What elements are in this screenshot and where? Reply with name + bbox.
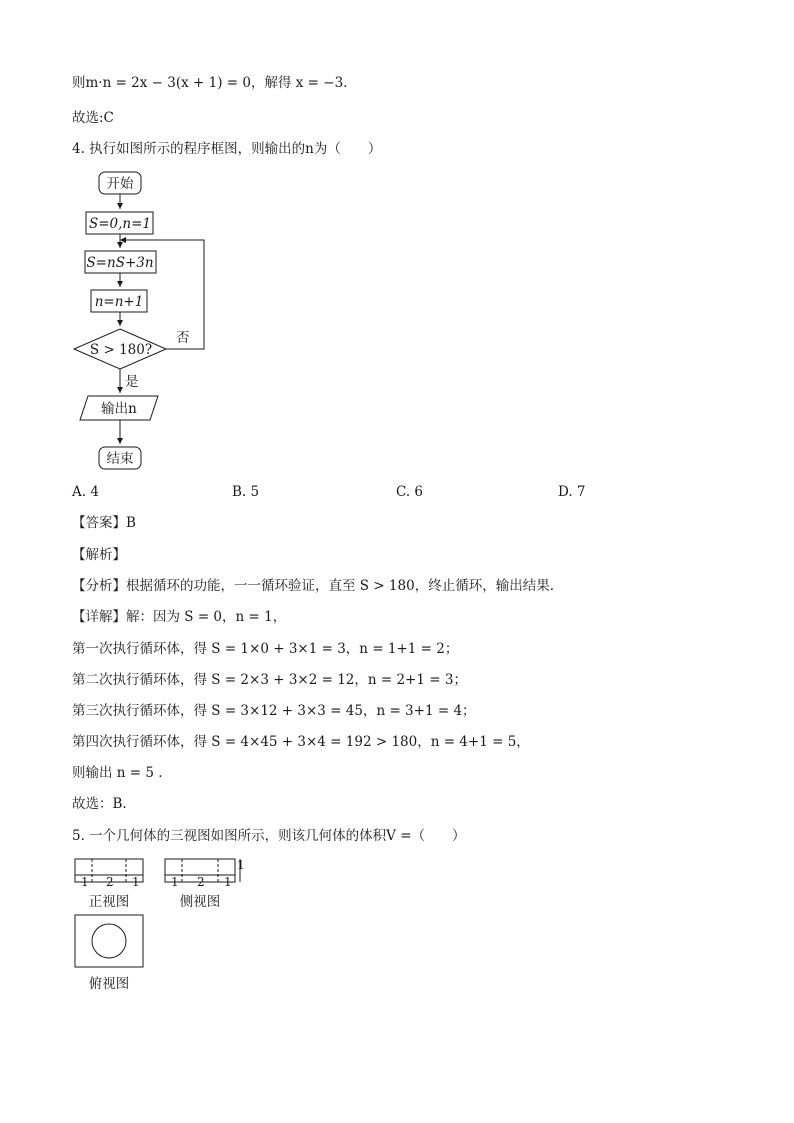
choice-d: D. 7 [558,484,586,500]
front-view-caption: 正视图 [88,894,130,910]
top-view-caption: 俯视图 [88,976,130,992]
conclusion-line: 故选：B. [72,796,127,812]
flow-start-label: 开始 [106,176,134,192]
front-dim-2: 2 [106,875,114,889]
front-dim-1: 1 [81,875,89,889]
step-2: 第二次执行循环体，得 S = 2×3 + 3×2 = 12，n = 2+1 = 3； [72,672,467,688]
answer-line: 【答案】B [72,515,136,531]
step-4: 第四次执行循环体，得 S = 4×45 + 3×4 = 192 > 180，n = 4+1 = 5， [72,734,530,750]
flow-output-box [80,396,158,420]
question-5-stem: 5. 一个几何体的三视图如图所示，则该几何体的体积V =（ ） [72,828,466,844]
choice-conclusion-c: 故选:C [72,110,114,126]
side-dim-1: 1 [171,875,179,889]
choice-a: A. 4 [72,484,99,500]
side-height: 1 [237,858,245,872]
analysis-line: 【分析】根据循环的功能，一一循环验证，直至 S > 180，终止循环，输出结果. [72,578,554,594]
choice-b: B. 5 [232,484,260,500]
flow-init-box [86,212,153,234]
top-view-circle [92,924,126,958]
analysis-header: 【解析】 [72,547,126,563]
flow-loop-line [120,240,204,349]
flow-init-label: S=0,n=1 [88,216,152,232]
front-dim-3: 1 [132,875,140,889]
flow-start-box [99,172,141,194]
flow-condition-label: S > 180? [89,342,153,358]
choice-c: C. 6 [396,484,424,500]
flow-end-box [99,447,141,469]
flow-update-s-label: S=nS+3n [86,255,154,271]
side-view-caption: 侧视图 [179,894,221,910]
flow-update-n-label: n=n+1 [94,294,144,310]
flow-update-n-box [91,290,147,312]
flow-end-label: 结束 [106,451,134,467]
flow-yes-label: 是 [125,374,139,390]
flow-no-label: 否 [176,330,190,346]
question-4-stem: 4. 执行如图所示的程序框图，则输出的n为（ ） [72,141,382,157]
flow-update-s-box [85,251,156,273]
flow-output-label: 输出n [101,401,137,417]
side-view-rect [165,859,235,882]
side-dim-2: 2 [197,875,205,889]
solution-line-mn: 则m·n = 2x − 3(x + 1) = 0，解得 x = −3. [72,75,348,91]
front-view-rect [75,859,143,882]
flow-condition-diamond [74,329,166,369]
step-3: 第三次执行循环体，得 S = 3×12 + 3×3 = 45，n = 3+1 = 4； [72,703,476,719]
detail-line: 【详解】解：因为 S = 0，n = 1， [72,609,287,625]
side-dim-3: 1 [224,875,232,889]
step-1: 第一次执行循环体，得 S = 1×0 + 3×1 = 3，n = 1+1 = 2； [72,641,459,657]
output-line: 则输出 n = 5 . [72,765,163,781]
top-view-rect [75,915,143,967]
